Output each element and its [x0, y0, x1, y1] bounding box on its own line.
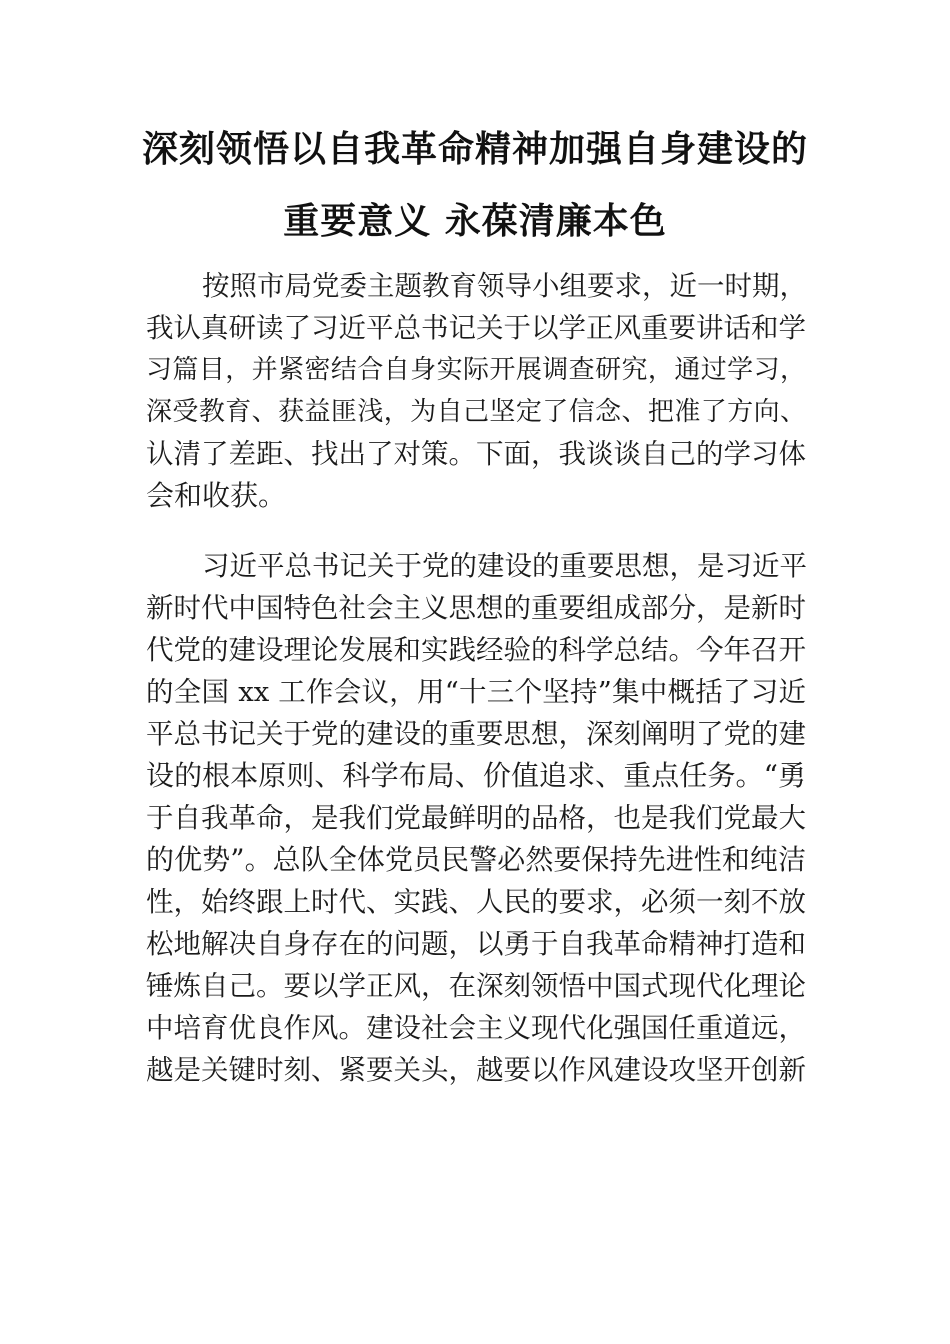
paragraph-1-line-2: 我认真研读了习近平总书记关于以学正风重要讲话和学 [146, 312, 806, 344]
paragraph-2-line-7: 于自我革命，是我们党最鲜明的品格，也是我们党最大 [146, 802, 806, 834]
paragraph-1-line-5: 认清了差距、找出了对策。下面，我谈谈自己的学习体 [146, 438, 806, 470]
paragraph-2-line-9: 性，始终跟上时代、实践、人民的要求，必须一刻不放 [146, 886, 806, 918]
paragraph-1-line-4: 深受教育、获益匪浅，为自己坚定了信念、把准了方向、 [146, 397, 806, 427]
paragraph-2-line-4: 的全国 xx 工作会议，用“十三个坚持”集中概括了习近 [146, 676, 806, 708]
paragraph-1-line-6: 会和收获。 [146, 479, 287, 512]
paragraph-2-line-1: 习近平总书记关于党的建设的重要思想，是习近平 [202, 550, 807, 582]
paragraph-2-line-5: 平总书记关于党的建设的重要思想，深刻阐明了党的建 [146, 718, 806, 750]
paragraph-2-line-13: 越是关键时刻、紧要关头，越要以作风建设攻坚开创新 [146, 1054, 806, 1086]
paragraph-2-line-3: 代党的建设理论发展和实践经验的科学总结。今年召开 [146, 634, 806, 666]
paragraph-2-line-12: 中培育优良作风。建设社会主义现代化强国任重道远， [146, 1012, 806, 1044]
paragraph-2-line-11: 锤炼自己。要以学正风，在深刻领悟中国式现代化理论 [146, 970, 806, 1002]
paragraph-2-line-8: 的优势”。总队全体党员民警必然要保持先进性和纯洁 [146, 843, 806, 876]
document-title-line-2: 重要意义 永葆清廉本色 [283, 200, 667, 242]
document-title-line-1: 深刻领悟以自我革命精神加强自身建设的 [141, 128, 808, 170]
paragraph-2-line-2: 新时代中国特色社会主义思想的重要组成部分，是新时 [146, 592, 806, 624]
paragraph-2-line-10: 松地解决自身存在的问题，以勇于自我革命精神打造和 [146, 928, 806, 960]
paragraph-1-line-3: 习篇目，并紧密结合自身实际开展调查研究，通过学习， [146, 355, 806, 385]
paragraph-1-line-1: 按照市局党委主题教育领导小组要求，近一时期， [202, 270, 807, 302]
paragraph-2-line-6: 设的根本原则、科学布局、价值追求、重点任务。“勇 [146, 759, 806, 792]
